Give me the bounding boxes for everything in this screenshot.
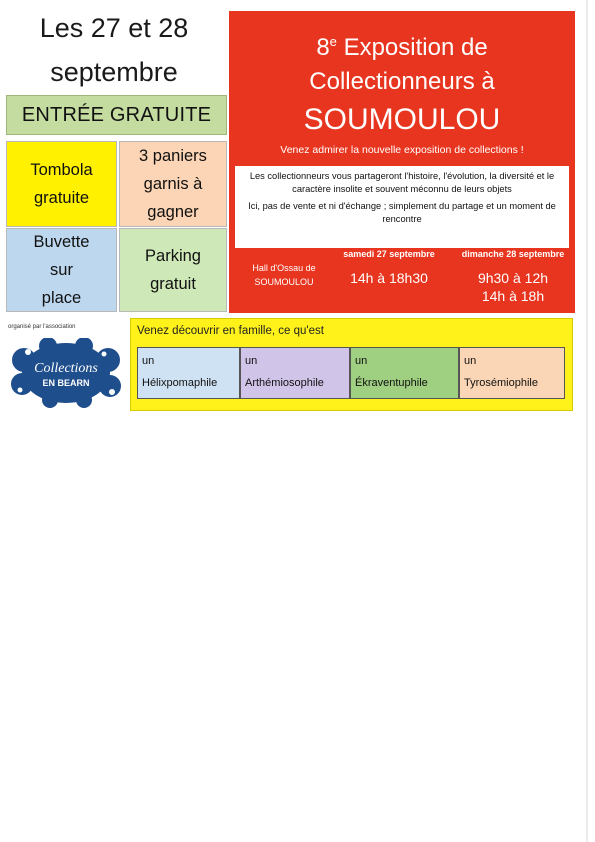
description-text-1: Les collectionneurs vous partageront l'histoire, l'évolution, la diversité et le caractère insolite et souvent méconnu de leurs objets bbox=[249, 171, 555, 194]
description-box bbox=[235, 166, 569, 248]
date-heading bbox=[14, 6, 214, 94]
title-line-1-text: Exposition de bbox=[343, 34, 488, 61]
collector-article: un bbox=[355, 355, 368, 367]
collector-name: Hélixpomaphile bbox=[142, 377, 218, 389]
organiser-label: organisé par l'association bbox=[8, 324, 76, 330]
logo-text-1: Collections bbox=[34, 361, 98, 376]
collector-article: un bbox=[142, 355, 155, 367]
collector-name: Ékraventuphile bbox=[355, 377, 428, 389]
date-line-2: septembre bbox=[50, 57, 178, 87]
flower-logo-icon bbox=[8, 338, 124, 408]
collector-type-3 bbox=[350, 347, 459, 399]
discover-heading: Venez découvrir en famille, ce qu'est bbox=[137, 325, 324, 337]
collections-en-bearn-logo bbox=[8, 338, 124, 408]
collector-type-1 bbox=[137, 347, 240, 399]
free-entry-banner: ENTRÉE GRATUITE bbox=[6, 95, 227, 135]
description-text-2: Ici, pas de vente et ni d'échange ; simplement du partage et un moment de rencontre bbox=[248, 201, 556, 224]
edition-number: 8 bbox=[316, 34, 330, 61]
day2-hours-line-1: 9h30 à 12h bbox=[477, 270, 549, 286]
date-line-1: Les 27 et 28 bbox=[39, 13, 189, 43]
title-line-1 bbox=[229, 25, 575, 65]
day2-label: dimanche 28 septembre bbox=[461, 249, 565, 259]
event-subtitle: Venez admirer la nouvelle exposition de collections ! bbox=[280, 144, 524, 156]
collector-article: un bbox=[245, 355, 258, 367]
edition-suffix: e bbox=[329, 34, 337, 49]
collector-article: un bbox=[464, 355, 477, 367]
parking-cell: Parking gratuit bbox=[119, 228, 227, 312]
day1-label: samedi 27 septembre bbox=[343, 249, 435, 259]
scan-edge bbox=[586, 0, 588, 842]
venue-line-2: SOUMOULOU bbox=[254, 277, 314, 287]
day2-hours-line-2: 14h à 18h bbox=[481, 288, 545, 304]
tombola-cell: Tombola gratuite bbox=[6, 141, 117, 227]
collector-type-2 bbox=[240, 347, 350, 399]
venue bbox=[239, 261, 329, 289]
collector-type-4 bbox=[459, 347, 565, 399]
logo-text-2: EN BEARN bbox=[42, 378, 90, 388]
baskets-cell: 3 paniers garnis à gagner bbox=[119, 141, 227, 227]
event-title bbox=[229, 25, 575, 137]
title-town: SOUMOULOU bbox=[303, 103, 501, 136]
collector-name: Arthémiosophile bbox=[245, 377, 324, 389]
title-line-2: Collectionneurs à bbox=[309, 68, 495, 95]
venue-line-1: Hall d'Ossau de bbox=[252, 263, 316, 273]
collector-name: Tyrosémiophile bbox=[464, 377, 538, 389]
day1-hours: 14h à 18h30 bbox=[350, 270, 428, 286]
event-panel bbox=[229, 11, 575, 313]
discover-box bbox=[130, 318, 573, 411]
day2-hours bbox=[451, 269, 575, 305]
refreshments-cell: Buvette sur place bbox=[6, 228, 117, 312]
